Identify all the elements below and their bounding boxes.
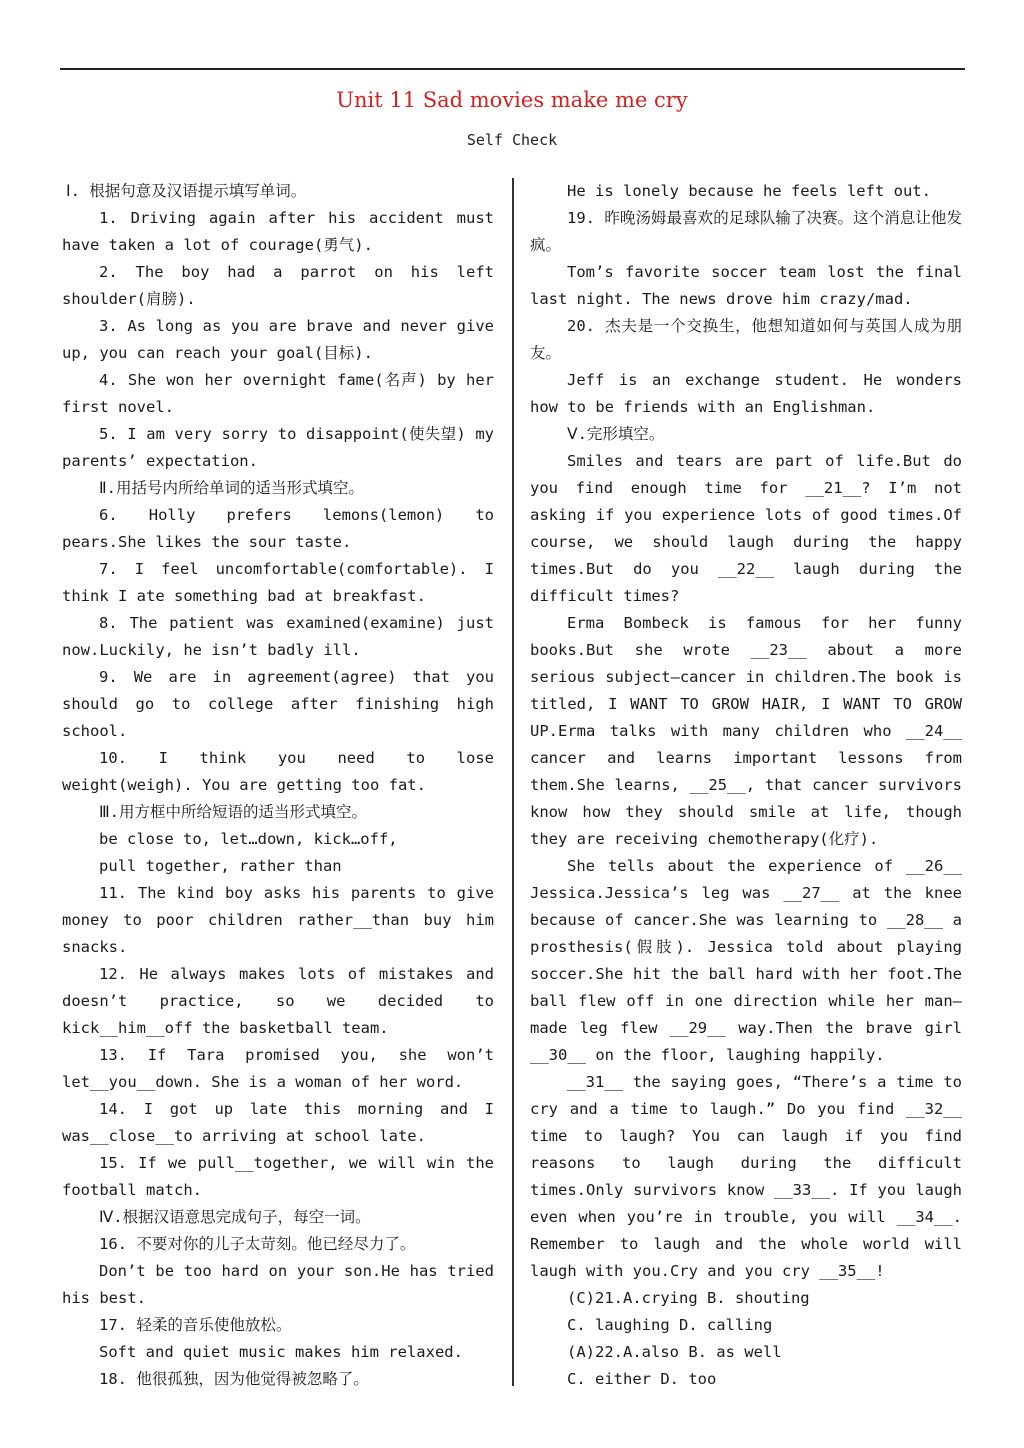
left-column-paragraph: 3. As long as you are brave and never give up, you can reach your goal(目标).: [62, 317, 494, 362]
left-column-paragraph: 13. If Tara promised you, she won’t let__you__down. She is a woman of her word.: [62, 1046, 494, 1091]
right-column-paragraph: (A)22.A.also B. as well: [567, 1343, 782, 1361]
left-column-paragraph: 8. The patient was examined(examine) just now.Luckily, he isn’t badly ill.: [62, 614, 494, 659]
right-column-paragraph: 20. 杰夫是一个交换生，他想知道如何与英国人成为朋友。: [530, 317, 962, 362]
right-column-paragraph: C. either D. too: [567, 1370, 717, 1388]
left-column-paragraph: Soft and quiet music makes him relaxed.: [99, 1343, 463, 1361]
left-column-paragraph: 5. I am very sorry to disappoint(使失望) my parents’ expectation.: [62, 425, 494, 470]
left-column-paragraph: 2. The boy had a parrot on his left shoulder(肩膀).: [62, 263, 494, 308]
left-column-paragraph: 11. The kind boy asks his parents to give money to poor children rather__than buy him snacks.: [62, 884, 494, 956]
left-column-paragraph: 9. We are in agreement(agree) that you should go to college after finishing high school.: [62, 668, 494, 740]
right-column-paragraph: She tells about the experience of __26__ Jessica.Jessica’s leg was __27__ at the knee because of cancer.She was learning to __28__ a prosthesis(假肢). Jessica told about playing soccer.She hit the ball hard with her foot.The ball flew off in one direction while her man—made leg flew __29__ way.Then the brave girl __30__ on the floor, laughing happily.: [530, 857, 962, 1064]
right-column-paragraph: Ⅴ.完形填空。: [567, 425, 665, 443]
right-column-paragraph: __31__ the saying goes, “There’s a time to cry and a time to laugh.” Do you find __32__ time to laugh? You can laugh if you find reasons to laugh during the difficult times.Only survivors know __33__. If you laugh even when you’re in trouble, you will __34__. Remember to laugh and the whole world will laugh with you.Cry and you cry __35__!: [530, 1073, 962, 1280]
left-column-paragraph: 1. Driving again after his accident must have taken a lot of courage(勇气).: [62, 209, 494, 254]
left-column-paragraph: Don’t be too hard on your son.He has tried his best.: [62, 1262, 494, 1307]
right-column-paragraph: He is lonely because he feels left out.: [567, 182, 931, 200]
right-column-paragraph: Jeff is an exchange student. He wonders how to be friends with an Englishman.: [530, 371, 962, 416]
right-column-paragraph: C. laughing D. calling: [567, 1316, 773, 1334]
left-column-paragraph: 7. I feel uncomfortable(comfortable). I think I ate something bad at breakfast.: [62, 560, 494, 605]
right-column-paragraph: Smiles and tears are part of life.But do you find enough time for __21__? I’m not asking if you experience lots of good times.Of course, we should laugh during the happy times.But do you __22__ laugh during the difficult times?: [530, 452, 962, 605]
left-column-paragraph: 4. She won her overnight fame(名声) by her first novel.: [62, 371, 494, 416]
right-column-paragraph: Erma Bombeck is famous for her funny books.But she wrote __23__ about a more serious subject—cancer in children.The book is titled, I WANT TO GROW HAIR, I WANT TO GROW UP.Erma talks with many children who __24__ cancer and learns important lessons from them.She learns, __25__, that cancer survivors know how they should smile at life, though they are receiving chemotherapy(化疗).: [530, 614, 962, 848]
left-column-paragraph: 15. If we pull__together, we will win the football match.: [62, 1154, 494, 1199]
left-column-paragraph: 17. 轻柔的音乐使他放松。: [99, 1316, 292, 1334]
left-column-paragraph: 14. I got up late this morning and I was__close__to arriving at school late.: [62, 1100, 494, 1145]
left-column-paragraph: Ⅳ.根据汉语意思完成句子，每空一词。: [99, 1208, 371, 1226]
right-column-paragraph: 19. 昨晚汤姆最喜欢的足球队输了决赛。这个消息让他发疯。: [530, 209, 962, 254]
left-column-paragraph: be close to, let…down, kick…off,: [99, 830, 398, 848]
right-column-paragraph: Tom’s favorite soccer team lost the final last night. The news drove him crazy/mad.: [530, 263, 962, 308]
left-column-paragraph: 6. Holly prefers lemons(lemon) to pears.She likes the sour taste.: [62, 506, 494, 551]
left-column: [62, 178, 494, 1393]
left-column-paragraph: 12. He always makes lots of mistakes and doesn’t practice, so we decided to kick__him__off the basketball team.: [62, 965, 494, 1037]
left-column-paragraph: 16. 不要对你的儿子太苛刻。他已经尽力了。: [99, 1235, 416, 1253]
left-column-paragraph: 18. 他很孤独，因为他觉得被忽略了。: [99, 1370, 369, 1388]
left-column-paragraph: Ⅱ.用括号内所给单词的适当形式填空。: [99, 479, 364, 497]
left-column-paragraph: Ⅲ.用方框中所给短语的适当形式填空。: [99, 803, 368, 821]
left-column-paragraph: pull together, rather than: [99, 857, 342, 875]
left-column-paragraph: 10. I think you need to lose weight(weigh). You are getting too fat.: [62, 749, 494, 794]
page-title: Unit 11 Sad movies make me cry: [336, 88, 688, 112]
right-column: [530, 178, 962, 1393]
right-column-paragraph: (C)21.A.crying B. shouting: [567, 1289, 810, 1307]
top-rule: [60, 68, 965, 70]
left-column-paragraph: Ⅰ. 根据句意及汉语提示填写单词。: [66, 182, 307, 200]
page-subtitle: Self Check: [466, 131, 558, 149]
column-divider: [512, 178, 514, 1386]
